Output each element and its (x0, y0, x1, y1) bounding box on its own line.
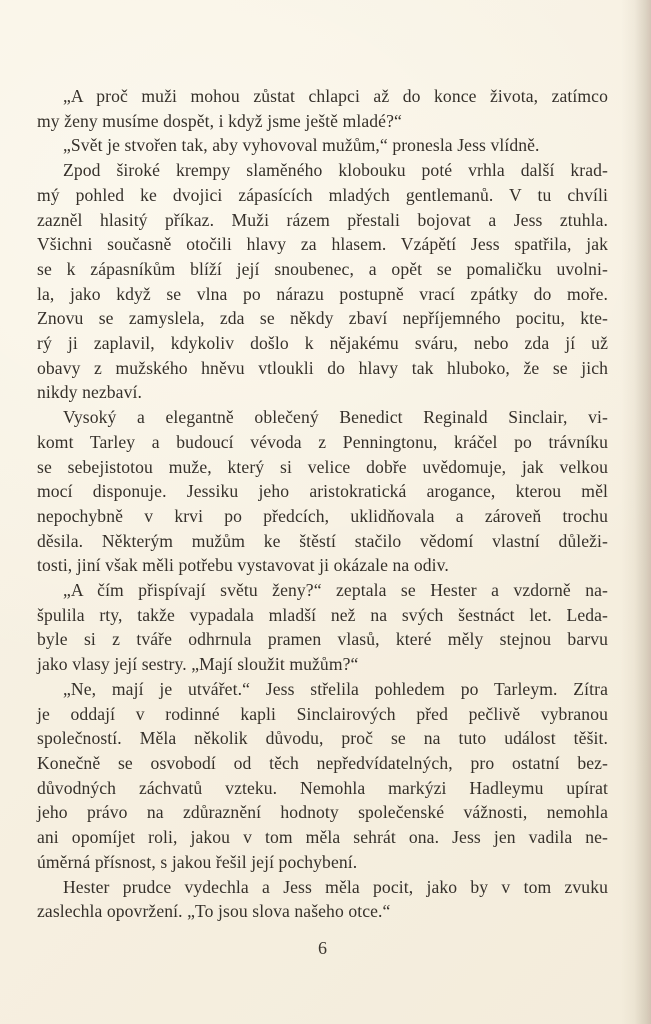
text-line: mocí disponuje. Jessiku jeho aristokratická arogance, kterou měl (37, 481, 608, 502)
paragraph (37, 875, 608, 924)
text-line: „Svět je stvořen tak, aby vyhovoval mužům,“ pronesla Jess vlídně. (63, 135, 540, 156)
text-line: jako vlasy její sestry. „Mají sloužit mužům?“ (37, 654, 359, 675)
text-line: Znovu se zamyslela, zda se někdy zbaví nepříjemného pocitu, kte- (37, 308, 608, 329)
text-line: Všichni současně otočili hlavy za hlasem. Vzápětí Jess spatřila, jak (37, 234, 608, 255)
text-line: Hester prudce vydechla a Jess měla pocit, jako by v tom zvuku (63, 876, 608, 897)
text-line: se sebejistotou muže, který si velice dobře uvědomuje, jak velkou (37, 456, 608, 477)
text-block (37, 84, 608, 924)
text-line: „Ne, mají je utvářet.“ Jess střelila pohledem po Tarleym. Zítra (63, 678, 608, 699)
text-line: se k zápasníkům blíží její snoubenec, a opět se pomaličku uvolni- (37, 258, 608, 279)
text-line: my ženy musíme dospět, i když jsme ještě mladé?“ (37, 110, 402, 131)
paragraph (37, 578, 608, 677)
text-line: důvodných záchvatů vzteku. Nemohla markýzi Hadleymu upírat (37, 777, 608, 798)
text-line: Zpod široké krempy slaměného klobouku poté vrhla další krad- (63, 160, 608, 181)
text-line: děsila. Některým mužům ke štěstí stačilo vědomí vlastní důleži- (37, 530, 608, 551)
text-line: byle si z tváře odhrnula pramen vlasů, které měly stejnou barvu (37, 629, 608, 650)
text-line: Vysoký a elegantně oblečený Benedict Reginald Sinclair, vi- (63, 407, 608, 428)
text-line: zazněl hlasitý příkaz. Muži rázem přestali bojovat a Jess ztuhla. (37, 209, 608, 230)
text-line: špulila rty, takže vypadala mladší než na svých šestnáct let. Leda- (37, 604, 608, 625)
paragraph (37, 677, 608, 875)
text-line: obavy z mužského hněvu vtloukli do hlavy tak hluboko, že se jich (37, 357, 608, 378)
text-line: zaslechla opovržení. „To jsou slova našeho otce.“ (37, 901, 391, 922)
page-edge-shadow (621, 0, 651, 1024)
text-line: jeho právo na zdůraznění hodnoty společenské vážnosti, nemohla (37, 802, 608, 823)
text-line: „A proč muži mohou zůstat chlapci až do konce života, zatímco (63, 86, 608, 106)
paragraph (37, 133, 608, 158)
text-line: la, jako když se vlna po nárazu postupně vrací zpátky do moře. (37, 283, 608, 304)
text-line: ani opomíjet roli, jakou v tom měla sehrát ona. Jess jen vadila ne- (37, 827, 608, 848)
paragraph (37, 84, 608, 133)
page-number: 6 (318, 938, 327, 958)
text-line: mý pohled ke dvojici zápasících mladých gentlemanů. V tu chvíli (37, 184, 608, 205)
paragraph (37, 158, 608, 405)
text-line: komt Tarley a budoucí vévoda z Penningtonu, kráčel po trávníku (37, 431, 608, 452)
text-line: tosti, jiní však měli potřebu vystavovat ji okázale na odiv. (37, 555, 449, 576)
text-line: rý ji zaplavil, kdykoliv došlo k nějakému sváru, nebo zda jí už (37, 333, 608, 354)
text-line: je oddají v rodinné kapli Sinclairových před pečlivě vybranou (37, 703, 608, 724)
text-line: nikdy nezbaví. (37, 382, 142, 403)
text-line: nepochybně v krvi po předcích, uklidňovala a zároveň trochu (37, 505, 608, 526)
paragraph (37, 405, 608, 578)
text-line: „A čím přispívají světu ženy?“ zeptala se Hester a vzdorně na- (63, 580, 608, 601)
text-line: úměrná přísnost, s jakou řešil její pochybení. (37, 851, 358, 872)
text-line: společností. Měla několik důvodu, proč se na tuto událost těšit. (37, 728, 608, 749)
text-line: Konečně se osvobodí od těch nepředvídatelných, pro ostatní bez- (37, 752, 608, 773)
